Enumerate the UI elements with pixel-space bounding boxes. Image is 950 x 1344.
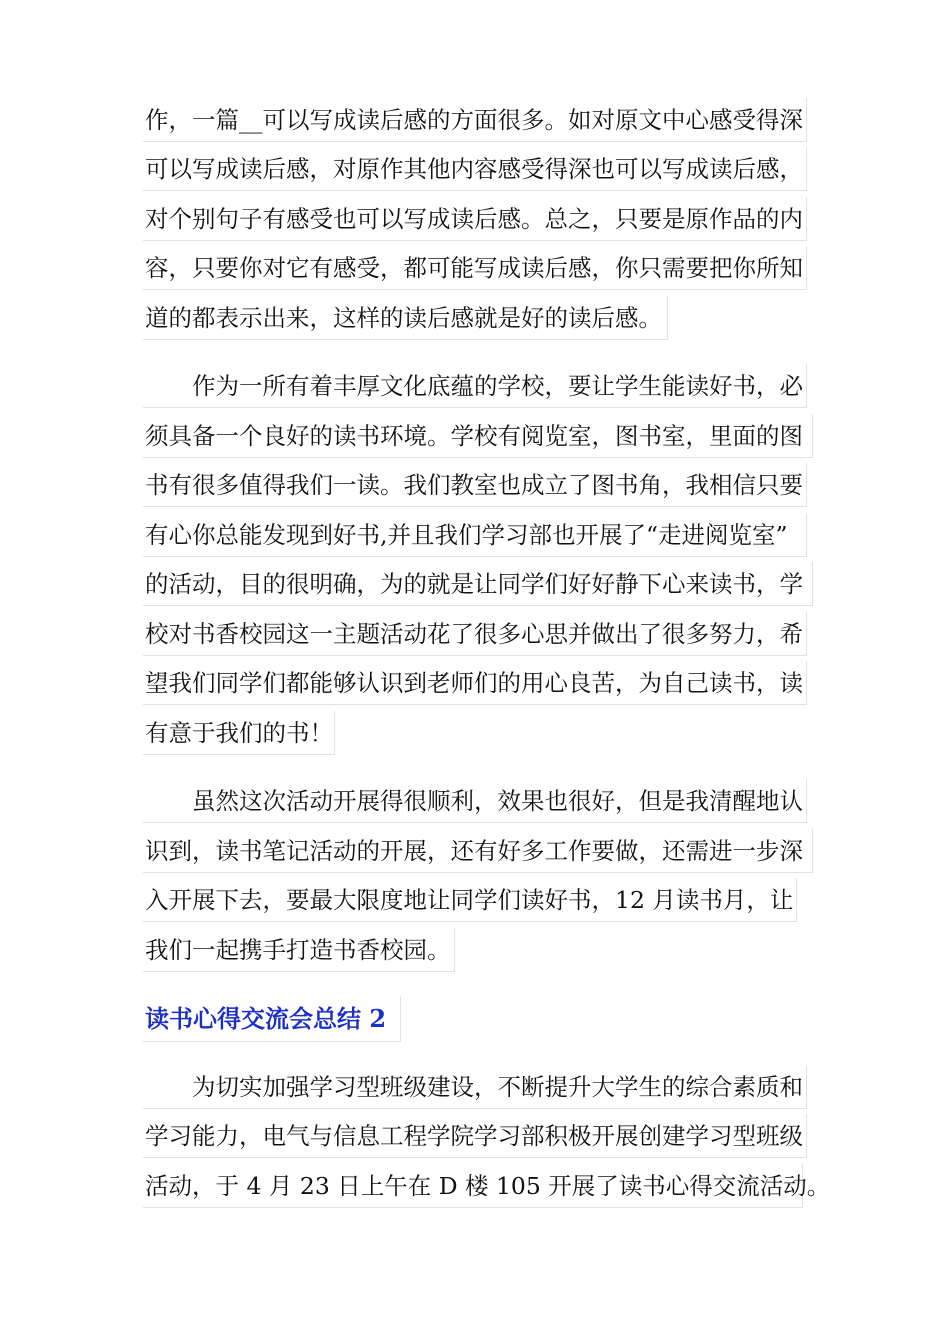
- paragraph-2-line-3: 书有很多值得我们一读。我们教室也成立了图书角，我相信只要: [143, 463, 807, 507]
- paragraph-1-line-3: 对个别句子有感受也可以写成读后感。总之，只要是原作品的内: [143, 197, 807, 241]
- paragraph-3-line-2: 识到，读书笔记活动的开展，还有好多工作要做，还需进一步深: [143, 829, 813, 873]
- paragraph-3-line-3: 入开展下去，要最大限度地让同学们读好书，12 月读书月，让: [143, 878, 797, 922]
- paragraph-2-line-2: 须具备一个良好的读书环境。学校有阅览室，图书室，里面的图: [143, 414, 813, 458]
- paragraph-2-line-5: 的活动，目的很明确，为的就是让同学们好好静下心来读书，学: [143, 562, 813, 606]
- paragraph-3-line-1: 虽然这次活动开展得很顺利，效果也很好，但是我清醒地认: [143, 779, 807, 823]
- paragraph-1-line-4: 容，只要你对它有感受，都可能写成读后感，你只需要把你所知: [143, 246, 807, 290]
- paragraph-2-line-8: 有意于我们的书！: [143, 711, 335, 755]
- paragraph-2-line-4: 有心你总能发现到好书,并且我们学习部也开展了“走进阅览室”: [143, 513, 807, 557]
- paragraph-1-line-1: 作，一篇__可以写成读后感的方面很多。如对原文中心感受得深: [143, 98, 807, 142]
- paragraph-3-line-4: 我们一起携手打造书香校园。: [143, 928, 455, 972]
- paragraph-1-line-2: 可以写成读后感，对原作其他内容感受得深也可以写成读后感，: [143, 147, 807, 191]
- section-paragraph-line-1: 为切实加强学习型班级建设，不断提升大学生的综合素质和: [143, 1065, 807, 1109]
- section-heading: 读书心得交流会总结 2: [143, 996, 401, 1042]
- paragraph-2-line-7: 望我们同学们都能够认识到老师们的用心良苦，为自己读书，读: [143, 661, 807, 705]
- paragraph-2-line-1: 作为一所有着丰厚文化底蕴的学校，要让学生能读好书，必: [143, 364, 807, 408]
- section-paragraph-line-3: 活动，于 4 月 23 日上午在 D 楼 105 开展了读书心得交流活动。: [143, 1164, 803, 1208]
- paragraph-2-line-6: 校对书香校园这一主题活动花了很多心思并做出了很多努力，希: [143, 612, 807, 656]
- section-paragraph-line-2: 学习能力，电气与信息工程学院学习部积极开展创建学习型班级: [143, 1114, 807, 1158]
- paragraph-1-line-5: 道的都表示出来，这样的读后感就是好的读后感。: [143, 296, 668, 340]
